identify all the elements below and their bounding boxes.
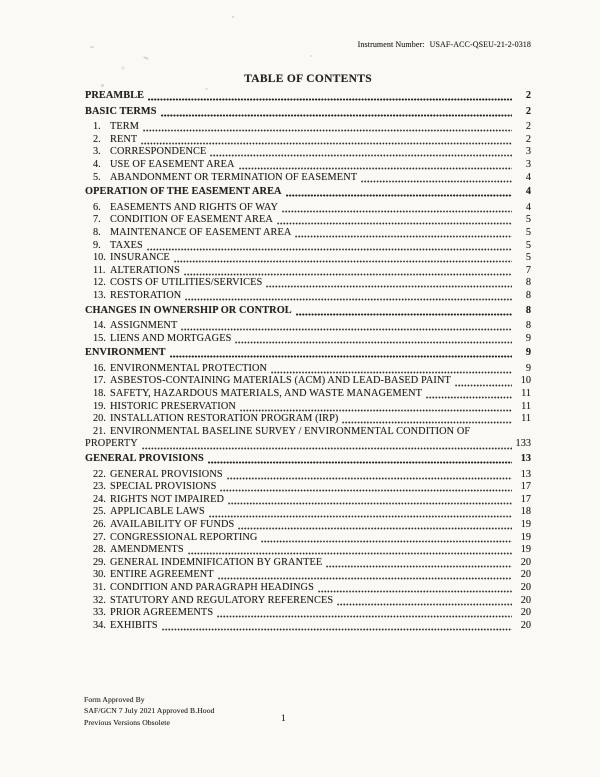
- toc-entry-number: 29.: [93, 556, 106, 568]
- instrument-number-value: USAF-ACC-QSEU-21-2-0318: [429, 40, 531, 49]
- toc-entry-page: 4: [525, 201, 531, 213]
- toc-entry-number: 21.: [93, 425, 106, 437]
- toc-entry-label: STATUTORY AND REGULATORY REFERENCES: [110, 594, 334, 606]
- toc-section-row: [85, 305, 531, 318]
- toc-entry-label: APPLICABLE LAWS: [110, 506, 205, 518]
- toc-entry-number: 2.: [93, 133, 101, 145]
- toc-entry-page: 17: [520, 481, 531, 493]
- toc-item-row: [85, 320, 531, 333]
- toc-entry-label: ENVIRONMENTAL PROTECTION: [110, 362, 268, 374]
- dot-leader: [295, 235, 512, 238]
- footer-line-2: SAF/GCN 7 July 2021 Approved B.Hood: [84, 705, 215, 715]
- toc-entry-page: 19: [520, 519, 531, 530]
- toc-entry-label: SAFETY, HAZARDOUS MATERIALS, AND WASTE MANAGEMENT: [110, 388, 423, 400]
- toc-entry-label: TAXES: [110, 239, 143, 251]
- scan-artifact: [310, 55, 312, 57]
- toc-item-row: [85, 290, 531, 303]
- toc-item-row: [85, 620, 531, 633]
- scan-artifact: [121, 66, 125, 70]
- toc-entry-page: 4: [525, 186, 531, 198]
- toc-entry-number: 19.: [93, 400, 106, 412]
- toc-entry-number: 20.: [93, 413, 106, 425]
- toc-entry-page: 20: [520, 569, 531, 581]
- toc-entry-page: 20: [520, 594, 531, 606]
- dot-leader: [162, 628, 512, 631]
- toc-item-row: [85, 227, 531, 240]
- toc-entry-number: 32.: [93, 594, 106, 606]
- toc-item-row: [85, 569, 531, 582]
- dot-leader: [143, 129, 512, 132]
- toc-entry-number: 34.: [93, 619, 106, 631]
- toc-entry-page: 11: [521, 388, 531, 400]
- toc-entry-label: COSTS OF UTILITIES/SERVICES: [110, 277, 263, 289]
- toc-entry-number: 5.: [93, 171, 101, 183]
- toc-entry-label: EASEMENTS AND RIGHTS OF WAY: [110, 201, 279, 213]
- toc-entry-label: HISTORIC PRESERVATION: [110, 400, 236, 412]
- toc-entry-page: 9: [525, 347, 531, 359]
- toc-item-row: [85, 438, 531, 451]
- toc-item-row: [85, 172, 531, 185]
- dot-leader: [326, 565, 512, 568]
- dot-leader: [228, 502, 512, 505]
- toc-entry-page: 9: [525, 332, 531, 344]
- toc-section-row: [85, 347, 531, 360]
- toc-item-row: [85, 240, 531, 253]
- toc-entry-label: INSURANCE: [110, 252, 170, 264]
- toc-item-row: [85, 159, 531, 172]
- toc-item-row: [85, 252, 531, 265]
- toc-item-row: [85, 481, 531, 494]
- toc-item-row: [85, 146, 531, 159]
- toc-entry-page: 7: [525, 264, 531, 276]
- toc-entry-number: 26.: [93, 519, 106, 530]
- dot-leader: [174, 260, 512, 263]
- toc-entry-page: 5: [525, 252, 531, 264]
- dot-leader: [227, 477, 512, 480]
- page-number: 1: [281, 714, 286, 724]
- toc-entry-label: INSTALLATION RESTORATION PROGRAM (IRP): [110, 413, 339, 425]
- toc-entry-label: GENERAL PROVISIONS: [85, 453, 204, 465]
- toc-entry-label: RIGHTS NOT IMPAIRED: [110, 493, 225, 505]
- toc-entry-page: 19: [520, 544, 531, 556]
- toc-entry-label: SPECIAL PROVISIONS: [110, 481, 217, 493]
- scan-artifact: [143, 56, 149, 60]
- toc-item-row: [85, 121, 531, 134]
- toc-entry-number: 10.: [93, 252, 106, 264]
- toc-entry-number: 17.: [93, 375, 106, 387]
- toc-entry-number: 1.: [93, 121, 101, 133]
- toc-entry-page: 5: [525, 214, 531, 226]
- toc-content: [85, 73, 531, 632]
- page-title: TABLE OF CONTENTS: [244, 73, 372, 85]
- dot-leader: [210, 154, 512, 157]
- toc-entry-label: CONDITION AND PARAGRAPH HEADINGS: [110, 581, 314, 593]
- toc-entry-number: 27.: [93, 531, 106, 543]
- toc-item-row: [85, 469, 531, 482]
- dot-leader: [185, 298, 512, 301]
- toc-entry-page: 20: [520, 607, 531, 619]
- dot-leader: [147, 248, 512, 251]
- toc-entry-page: 3: [525, 146, 531, 158]
- dot-leader: [342, 421, 512, 424]
- toc-entry-page: 20: [520, 619, 531, 631]
- toc-entry-page: 4: [525, 171, 531, 183]
- toc-entry-label-continued: PROPERTY: [85, 438, 138, 450]
- dot-leader: [261, 540, 512, 543]
- toc-entry-label: AVAILABILITY OF FUNDS: [110, 519, 235, 530]
- toc-item-row: [85, 413, 531, 426]
- toc-entry-page: 11: [521, 400, 531, 412]
- toc-entry-page: 9: [525, 362, 531, 374]
- dot-leader: [286, 194, 512, 197]
- toc-entry-page: 19: [520, 531, 531, 543]
- toc-item-row: [85, 401, 531, 414]
- toc-section-row: [85, 186, 531, 199]
- toc-entry-number: 11.: [93, 264, 106, 276]
- toc-entry-number: 25.: [93, 506, 106, 518]
- toc-entry-label: LIENS AND MORTGAGES: [110, 332, 232, 344]
- toc-entry-label: OPERATION OF THE EASEMENT AREA: [85, 186, 282, 198]
- toc-entry-number: 14.: [93, 320, 106, 332]
- toc-item-row: [85, 265, 531, 278]
- toc-entry-page: 17: [520, 493, 531, 505]
- toc-entry-number: 15.: [93, 332, 106, 344]
- footer-approval-block: [84, 695, 215, 728]
- toc-entry-page: 5: [525, 226, 531, 238]
- toc-entry-page: 5: [525, 239, 531, 251]
- toc-item-row: [85, 277, 531, 290]
- toc-entry-label: ABANDONMENT OR TERMINATION OF EASEMENT: [110, 171, 358, 183]
- toc-item-row: [85, 426, 531, 439]
- toc-entry-number: 8.: [93, 226, 101, 238]
- dot-leader: [208, 461, 512, 464]
- toc-entry-label: AMENDMENTS: [110, 544, 184, 556]
- toc-entry-label: ASSIGNMENT: [110, 320, 178, 332]
- toc-entry-page: 8: [525, 304, 531, 316]
- dot-leader: [239, 167, 512, 170]
- toc-entry-number: 33.: [93, 607, 106, 619]
- toc-entry-number: 9.: [93, 239, 101, 251]
- toc-entry-number: 3.: [93, 146, 101, 158]
- toc-entry-number: 30.: [93, 569, 106, 581]
- toc-entry-label: RENT: [110, 133, 138, 145]
- toc-item-row: [85, 582, 531, 595]
- dot-leader: [455, 384, 512, 387]
- toc-entry-number: 7.: [93, 214, 101, 226]
- toc-entry-number: 4.: [93, 158, 101, 170]
- toc-item-row: [85, 202, 531, 215]
- dot-leader: [141, 142, 512, 145]
- dot-leader: [220, 489, 512, 492]
- dot-leader: [240, 409, 512, 412]
- toc-entry-page: 20: [520, 581, 531, 593]
- toc-item-row: [85, 388, 531, 401]
- toc-item-row: [85, 532, 531, 545]
- dot-leader: [238, 527, 512, 530]
- toc-entry-page: 8: [525, 277, 531, 289]
- toc-item-row: [85, 214, 531, 227]
- toc-entry-number: 18.: [93, 388, 106, 400]
- dot-leader: [142, 447, 512, 450]
- toc-entry-label: CORRESPONDENCE: [110, 146, 207, 158]
- toc-entry-label: GENERAL INDEMNIFICATION BY GRANTEE: [110, 556, 323, 568]
- instrument-number-label: Instrument Number:: [357, 40, 425, 49]
- dot-leader: [337, 603, 512, 606]
- toc-item-row: [85, 595, 531, 608]
- toc-entry-label: ASBESTOS-CONTAINING MATERIALS (ACM) AND LEAD-BASED PAINT: [110, 375, 451, 387]
- dot-leader: [188, 552, 512, 555]
- dot-leader: [217, 615, 512, 618]
- toc-entry-page: 2: [525, 90, 531, 101]
- toc-entry-label: EXHIBITS: [110, 619, 158, 631]
- dot-leader: [271, 371, 512, 374]
- scan-artifact: [232, 16, 234, 18]
- toc-entry-page: 2: [525, 133, 531, 145]
- toc-entry-label: CONGRESSIONAL REPORTING: [110, 531, 258, 543]
- toc-list: [85, 90, 531, 632]
- toc-entry-label: ENVIRONMENTAL BASELINE SURVEY / ENVIRONMENTAL CONDITION OF: [110, 425, 471, 437]
- toc-entry-label: ENTIRE AGREEMENT: [110, 569, 214, 581]
- toc-entry-page: 8: [525, 289, 531, 301]
- toc-entry-label: CHANGES IN OWNERSHIP OR CONTROL: [85, 304, 292, 316]
- toc-item-row: [85, 494, 531, 507]
- toc-item-row: [85, 544, 531, 557]
- toc-entry-page: 2: [525, 105, 531, 117]
- dot-leader: [161, 114, 512, 117]
- dot-leader: [148, 98, 512, 101]
- toc-entry-number: 16.: [93, 362, 106, 374]
- toc-entry-number: 24.: [93, 493, 106, 505]
- toc-entry-number: 28.: [93, 544, 106, 556]
- toc-entry-label: GENERAL PROVISIONS: [110, 468, 223, 480]
- instrument-number-line: [358, 40, 531, 49]
- scan-artifact: [90, 46, 94, 48]
- toc-entry-label: PREAMBLE: [85, 90, 145, 101]
- toc-entry-label: CONDITION OF EASEMENT AREA: [110, 214, 273, 226]
- dot-leader: [235, 341, 512, 344]
- toc-entry-page: 133: [515, 438, 531, 450]
- toc-entry-label: MAINTENANCE OF EASEMENT AREA: [110, 226, 292, 238]
- dot-leader: [318, 590, 512, 593]
- toc-item-row: [85, 375, 531, 388]
- toc-entry-number: 31.: [93, 581, 106, 593]
- toc-item-row: [85, 506, 531, 519]
- toc-entry-page: 2: [525, 121, 531, 133]
- toc-entry-label: USE OF EASEMENT AREA: [110, 158, 235, 170]
- toc-item-row: [85, 519, 531, 532]
- toc-item-row: [85, 607, 531, 620]
- dot-leader: [266, 285, 512, 288]
- dot-leader: [426, 396, 512, 399]
- toc-entry-page: 10: [520, 375, 531, 387]
- footer-line-1: Form Approved By: [84, 695, 145, 704]
- footer-line-3: Previous Versions Obsolete: [84, 717, 170, 727]
- dot-leader: [282, 210, 512, 213]
- dot-leader: [296, 313, 512, 316]
- toc-entry-page: 8: [525, 320, 531, 332]
- toc-entry-number: 23.: [93, 481, 106, 493]
- toc-entry-page: 11: [521, 413, 531, 425]
- toc-entry-number: 13.: [93, 289, 106, 301]
- dot-leader: [181, 328, 512, 331]
- toc-entry-label: BASIC TERMS: [85, 105, 157, 117]
- toc-item-row: [85, 333, 531, 346]
- toc-item-row: [85, 557, 531, 570]
- toc-entry-label: TERM: [110, 121, 140, 133]
- toc-entry-page: 13: [520, 468, 531, 480]
- toc-entry-page: 18: [520, 506, 531, 518]
- toc-entry-number: 12.: [93, 277, 106, 289]
- dot-leader: [361, 180, 512, 183]
- toc-entry-label: PRIOR AGREEMENTS: [110, 607, 214, 619]
- toc-entry-page: 20: [520, 556, 531, 568]
- toc-section-row: [85, 106, 531, 119]
- dot-leader: [184, 273, 512, 276]
- toc-entry-label: ALTERATIONS: [110, 264, 180, 276]
- toc-entry-label: ENVIRONMENT: [85, 347, 166, 359]
- toc-item-row: [85, 134, 531, 147]
- toc-section-row: [85, 90, 531, 103]
- toc-entry-page: 13: [520, 453, 531, 465]
- toc-entry-number: 6.: [93, 201, 101, 213]
- toc-entry-page: 3: [525, 158, 531, 170]
- dot-leader: [170, 355, 512, 358]
- toc-section-row: [85, 453, 531, 466]
- dot-leader: [277, 222, 512, 225]
- dot-leader: [218, 577, 512, 580]
- toc-entry-number: 22.: [93, 468, 106, 480]
- toc-item-row: [85, 363, 531, 376]
- dot-leader: [209, 515, 512, 518]
- toc-entry-label: RESTORATION: [110, 289, 182, 301]
